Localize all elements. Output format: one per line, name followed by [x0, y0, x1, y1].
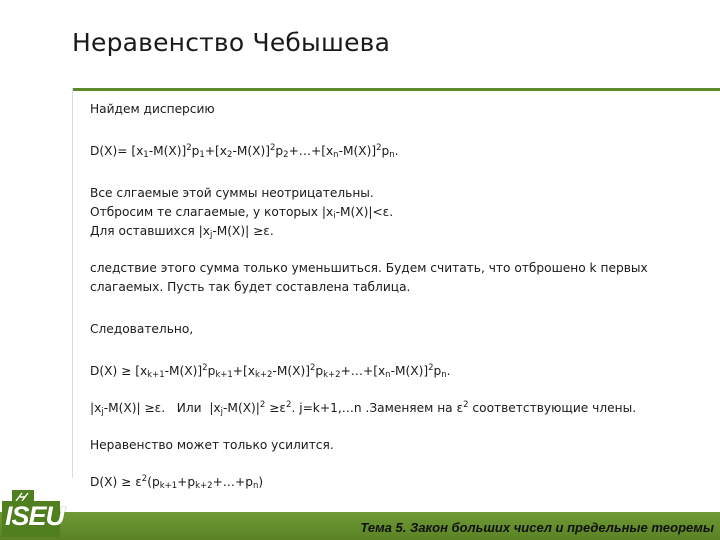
slide-body — [90, 100, 700, 492]
text-line-11: Неравенство может только усилится. — [90, 438, 334, 452]
text-line-4: Отбросим те слагаемые, у которых $|x_i-M(X)|<\varepsilon$. — [90, 205, 394, 221]
text-line-10: $|x_j-M(X)| \ge\varepsilon$. Или $|x_j-M(X)|^2 \ge\varepsilon^2$. j=k+1,…n .Заменяем на $\varepsilon^2$ соответствующие члены. — [90, 400, 637, 417]
formula-inequality: $D(X) \ge [x_{k+1}-M(X)]^2p_{k+1}+[x_{k+2}-M(X)]^2p_{k+2}+\dots+[x_n-M(X)]^2p_n$. — [90, 363, 451, 380]
text-line-5: Для оставшихся $|x_j-M(X)| \ge\varepsilon$. — [90, 224, 274, 240]
footer-topic: Тема 5. Закон больших чисел и предельные теоремы — [360, 520, 714, 535]
formula-chebyshev: $D(X) \ge \varepsilon^2(p_{k+1}+p_{k+2}+\dots+p_n)$ — [90, 474, 264, 491]
text-line-8: Следовательно, — [90, 322, 194, 336]
slide-title: Неравенство Чебышева — [72, 28, 391, 57]
iseu-logo — [2, 490, 64, 538]
formula-dispersion: $D(X)= [x_1-M(X)]^2p_1+[x_2-M(X)]^2p_2+\dots+[x_n-M(X)]^2p_n$. — [90, 143, 399, 160]
text-line-7: слагаемых. Пусть так будет составлена таблица. — [90, 280, 411, 294]
text-line-1: Найдем дисперсию — [90, 102, 215, 116]
text-line-3: Все слгаемые этой суммы неотрицательны. — [90, 186, 374, 200]
text-line-6: следствие этого сумма только уменьшиться. Будем считать, что отброшено k первых — [90, 261, 648, 275]
content-left-rule — [72, 88, 73, 478]
title-underline — [72, 88, 720, 91]
logo-text: ISEU — [5, 501, 65, 531]
